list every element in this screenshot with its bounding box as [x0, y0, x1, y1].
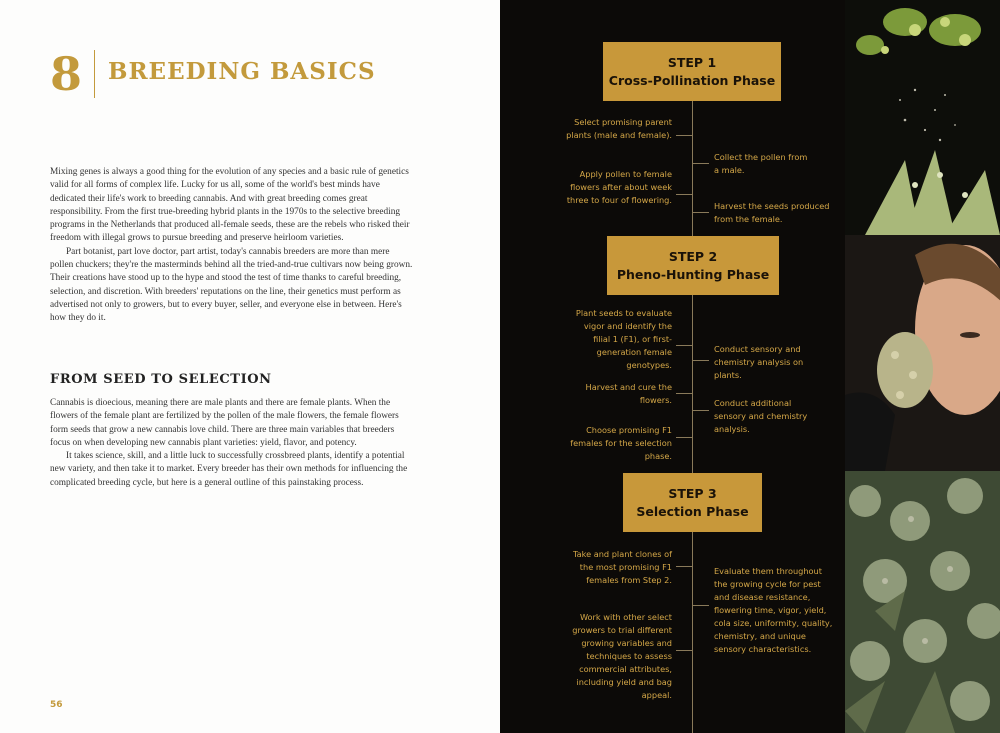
step-note: Work with other select growers to trial different growing variables and techniques to assess commercial attributes, including yield and bag appeal.	[572, 612, 672, 700]
step-name: Pheno-Hunting Phase	[616, 266, 770, 282]
timeline-tick	[676, 566, 692, 567]
chapter-divider	[94, 50, 95, 98]
step-note: Evaluate them throughout the growing cycle for pest and disease resistance, flowering time, vigor, yield, cola size, uniformity, quality, chemistry, and unique sensory characteristics.	[714, 566, 833, 654]
photo-breeder-smelling	[845, 235, 1000, 471]
photo-pollen-flower	[845, 0, 1000, 235]
intro-text	[50, 166, 414, 326]
timeline-tick	[676, 194, 692, 195]
timeline-tick	[693, 360, 709, 361]
timeline-tick	[693, 410, 709, 411]
timeline-tick	[676, 650, 692, 651]
timeline-tick	[676, 345, 692, 346]
timeline-tick	[676, 135, 692, 136]
timeline-tick	[693, 212, 709, 213]
step-note: Harvest and cure the flowers.	[585, 382, 672, 405]
step-label: STEP 3	[668, 485, 717, 501]
step-note: Conduct additional sensory and chemistry analysis.	[714, 398, 808, 434]
step-note: Collect the pollen from a male.	[714, 152, 808, 175]
section-heading: FROM SEED TO SELECTION	[50, 372, 272, 387]
timeline-tick	[676, 437, 692, 438]
step-note: Choose promising F1 females for the selection phase.	[570, 425, 672, 461]
step-label: STEP 2	[668, 248, 718, 264]
timeline-line	[692, 100, 693, 733]
step-note: Harvest the seeds produced from the female.	[714, 201, 830, 224]
step-note: Plant seeds to evaluate vigor and identify the filial 1 (F1), or first-generation female genotypes.	[575, 308, 672, 370]
step-3-box	[623, 473, 762, 532]
step-1-box	[603, 42, 781, 101]
step-note: Apply pollen to female flowers after about week three to four of flowering.	[566, 169, 672, 205]
step-label: STEP 1	[667, 54, 717, 70]
step-2-box	[607, 236, 779, 295]
step-note: Select promising parent plants (male and female).	[566, 117, 672, 140]
step-name: Selection Phase	[636, 503, 749, 519]
section-text	[50, 397, 414, 490]
section-paragraph: It takes science, skill, and a little luck to successfully crossbreed plants, identify a potential new variety, and then take it to market. Every breeder has their own methods for influencing the complicated breeding cycle, but here is a general outline of this painstaking process.	[50, 451, 408, 488]
intro-paragraph: Part botanist, part love doctor, part artist, today's cannabis breeders are more than mere pollen chuckers; they're the masterminds behind all the tried-and-true cultivars now being grown. Their creations have stood up to the hype and stood the test of time thanks to careful breeding, selection, and discretion. With breeders' reputations on the line, their genetics must perform as advertised not only to growers, but to every buyer, seller, and everyone else in between. Here's how they do it.	[50, 246, 413, 324]
photo-cannabis-plants	[845, 471, 1000, 733]
step-note: Conduct sensory and chemistry analysis on plants.	[714, 344, 804, 380]
chapter-title: BREEDING BASICS	[108, 58, 376, 85]
chapter-number: 8	[50, 47, 83, 101]
section-paragraph: Cannabis is dioecious, meaning there are male plants and there are female plants. When the flowers of the female plant are fertilized by the pollen of the male flowers, the female flowers form seeds that grow a new cannabis love child. There are three main variables that breeders focus on when developing new cannabis plant varieties: yield, flavor, and potency.	[50, 398, 399, 448]
timeline-tick	[693, 163, 709, 164]
timeline-tick	[676, 393, 692, 394]
intro-paragraph: Mixing genes is always a good thing for the evolution of any species and a basic rule of genetics valid for all forms of complex life. Lucky for us all, some of the world's best minds have dedicated their life's work to breeding cannabis. And with great breeding comes great responsibility. From the first true-breeding hybrid plants in the 1970s to the selective breeding programs in the Netherlands that produced all-female seeds, these are the rebels who risked their freedom with illegal grows to pursue breeding and preserve heirloom varieties.	[50, 167, 410, 244]
step-note: Take and plant clones of the most promising F1 females from Step 2.	[572, 549, 672, 585]
step-name: Cross-Pollination Phase	[608, 72, 776, 88]
timeline-tick	[693, 605, 709, 606]
page-number: 56	[50, 700, 63, 710]
